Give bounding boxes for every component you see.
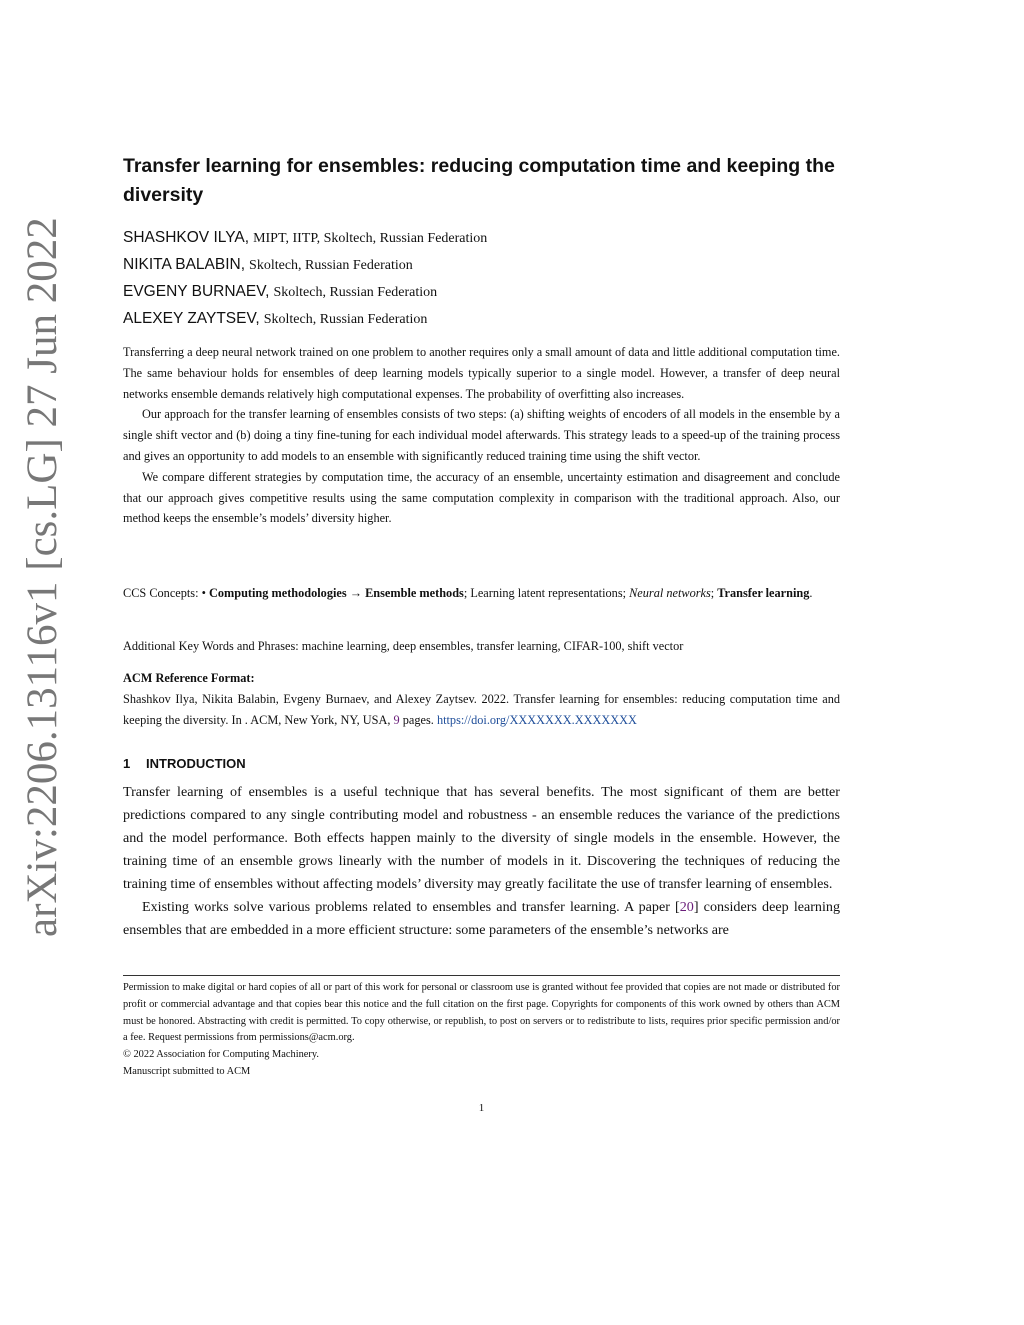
body-text-span: Existing works solve various problems related to ensembles and transfer learning. A paper [ — [142, 899, 680, 915]
copyright-notice: © 2022 Association for Computing Machinery. — [123, 1049, 319, 1060]
ccs-arrow: → — [349, 586, 363, 600]
page-count-link[interactable]: 9 — [393, 712, 400, 727]
abstract-paragraph: We compare different strategies by computation time, the accuracy of an ensemble, uncertainty estimation and disagreement and conclude that our approach gives competitive results using the same computation complexity in comparison with the traditional approach. Also, our method keeps the ensemble’s models’ diversity higher. — [123, 469, 840, 526]
author-name: EVGENY BURNAEV, — [123, 283, 270, 300]
page-number: 1 — [478, 1102, 485, 1114]
manuscript-note: Manuscript submitted to ACM — [123, 1066, 251, 1077]
ccs-concepts — [123, 583, 840, 604]
ccs-concept: Neural networks — [629, 586, 711, 600]
introduction-body — [123, 781, 840, 942]
ccs-end: . — [809, 586, 813, 600]
abstract-paragraph: Transferring a deep neural network trained on one problem to another requires only a small amount of data and little additional computation time. The same behaviour holds for ensembles of deep learning models typically superior to a single model. However, a transfer of deep neural networks ensemble demands relatively high computational expenses. The probability of overfitting also increases. — [123, 345, 841, 401]
section-heading — [123, 754, 840, 774]
author-entry — [123, 253, 840, 280]
abstract — [123, 342, 840, 529]
pages-word: pages. — [402, 712, 434, 727]
author-name: NIKITA BALABIN, — [123, 256, 246, 273]
arxiv-watermark: arXiv:2206.13116v1 [cs.LG] 27 Jun 2022 — [19, 217, 66, 937]
author-name: ALEXEY ZAYTSEV, — [123, 310, 260, 327]
abstract-paragraph: Our approach for the transfer learning of ensembles consists of two steps: (a) shifting weights of encoders of all models in the ensemble by a single shift vector and (b) doing a tiny fine-tuning for each individual model afterwards. This strategy leads to a speed-up of the training process and gives an opportunity to add models to an ensemble with significantly reduced training time using the shift vector. — [123, 407, 840, 463]
author-entry — [123, 307, 840, 334]
author-entry — [123, 280, 840, 307]
acm-reference-format — [123, 668, 840, 730]
ccs-concept: Transfer learning — [717, 586, 810, 600]
acm-reference-label: ACM Reference Format: — [123, 671, 255, 685]
author-affiliation: Skoltech, Russian Federation — [273, 285, 438, 300]
author-list — [123, 226, 840, 334]
ccs-concept: Computing methodologies — [208, 586, 347, 600]
keywords: Additional Key Words and Phrases: machine learning, deep ensembles, transfer learning, CIFAR-100, shift vector — [123, 639, 684, 653]
ccs-text: ; Learning latent representations; — [463, 586, 627, 600]
footnote-divider — [123, 975, 840, 976]
section-title: INTRODUCTION — [146, 756, 246, 771]
section-number: 1 — [123, 756, 131, 771]
permission-text: Permission to make digital or hard copies of all or part of this work for personal or classroom use is granted without fee provided that copies are not made or distributed for profit or commercial advantage and that copies bear this notice and the full citation on the first page. Copyrights for components of this work owned by others than ACM must be honored. Abstracting with credit is permitted. To copy otherwise, or republish, to post on servers or to redistribute to lists, requires prior specific permission and/or a fee. Request permissions from permissions@acm.org. — [123, 982, 840, 1044]
acm-reference-text: Shashkov Ilya, Nikita Balabin, Evgeny Burnaev, and Alexey Zaytsev. 2022. Transfer learning for ensembles: reducing computation time and keeping the diversity. In . ACM, New York, NY, USA, — [123, 691, 840, 727]
author-name: SHASHKOV ILYA, — [123, 229, 250, 246]
body-paragraph — [123, 896, 840, 942]
ccs-separator: ; — [710, 586, 715, 600]
author-affiliation: MIPT, IITP, Skoltech, Russian Federation — [253, 231, 488, 246]
ccs-label: CCS Concepts: • — [123, 586, 206, 600]
author-affiliation: Skoltech, Russian Federation — [263, 312, 428, 327]
ccs-concept: Ensemble methods — [365, 586, 464, 600]
body-paragraph: Transfer learning of ensembles is a useful technique that has several benefits. The most significant of them are better predictions compared to any single contributing model and robustness - an ensemble reduces the variance of the predictions and the model performance. Both effects happen mainly to the diversity of single models in the ensemble. However, the training time of an ensemble grows linearly with the number of models in it. Discovering the techniques of reducing the training time of ensembles without affecting models’ diversity may greatly facilitate the use of transfer learning of ensembles. — [123, 784, 840, 892]
author-affiliation: Skoltech, Russian Federation — [249, 258, 413, 273]
body-text-span: ] considers deep learning ensembles that are embedded in a more efficient structure: some parameters of the ensemble’s networks are — [123, 899, 840, 938]
paper-title: Transfer learning for ensembles: reducing computation time and keeping the diversity — [123, 155, 835, 206]
citation-link[interactable]: 20 — [679, 899, 694, 915]
author-entry — [123, 226, 840, 253]
permission-notice — [123, 980, 840, 1047]
doi-link[interactable]: https://doi.org/XXXXXXX.XXXXXXX — [436, 712, 637, 727]
